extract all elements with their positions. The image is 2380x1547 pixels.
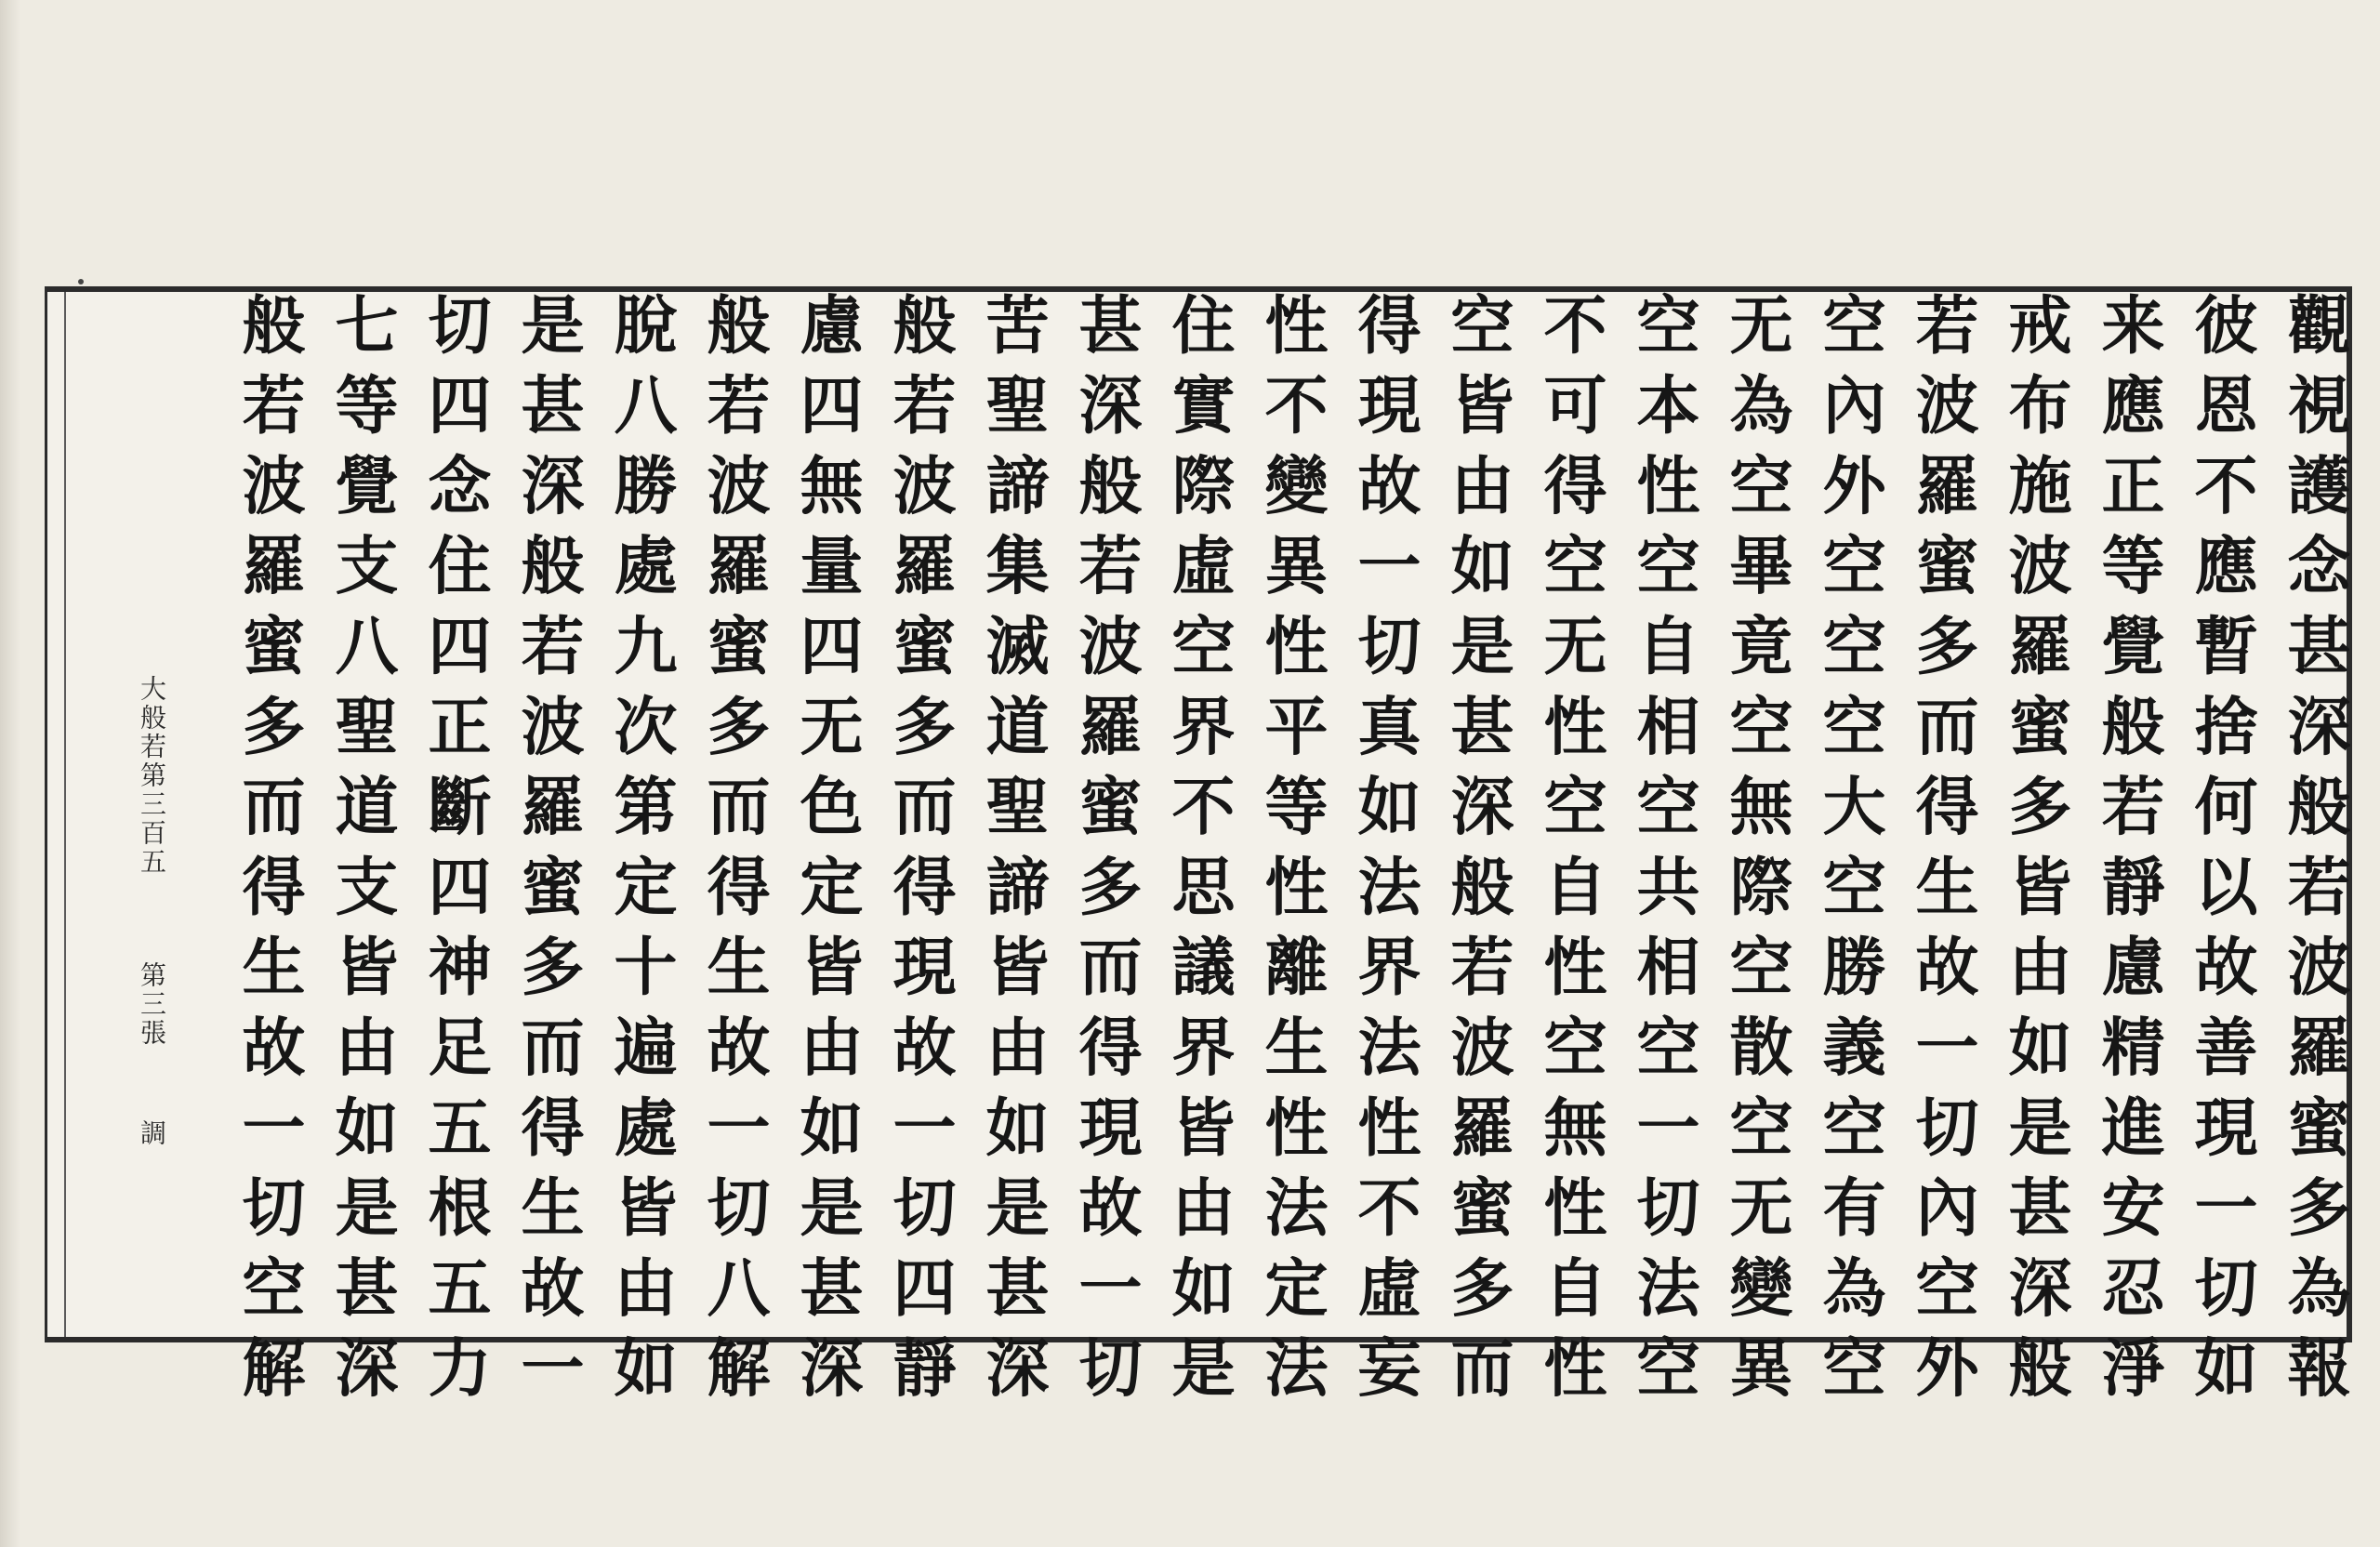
text-column: 性不變異性平等性離生性法定法 <box>1254 292 1329 1416</box>
margin-craftsman-mark: 調 <box>137 1119 167 1148</box>
text-column: 甚深般若波羅蜜多而得現故一切 <box>1068 292 1143 1416</box>
ink-dot <box>78 279 84 284</box>
text-column: 苦聖諦集滅道聖諦皆由如是甚深 <box>975 292 1050 1416</box>
page-fold-shadow <box>0 0 20 1547</box>
margin-title-note: 大般若第三百五 <box>137 675 167 877</box>
text-column: 若波羅蜜多而得生故一切內空外 <box>1905 292 1979 1416</box>
text-column: 得現故一切真如法界法性不虛妄 <box>1347 292 1421 1416</box>
text-column: 无為空畢竟空無際空散空无變異 <box>1719 292 1793 1416</box>
text-column: 切四念住四正斷四神足五根五力 <box>417 292 492 1416</box>
text-column: 住實際虛空界不思議界皆由如是 <box>1161 292 1236 1416</box>
text-column: 空本性空自相空共相空一切法空 <box>1626 292 1700 1416</box>
text-column: 戒布施波羅蜜多皆由如是甚深般 <box>1998 292 2072 1416</box>
text-column: 空皆由如是甚深般若波羅蜜多而 <box>1440 292 1514 1416</box>
text-column: 觀視護念甚深般若波羅蜜多為報 <box>2277 292 2351 1416</box>
text-column: 是甚深般若波羅蜜多而得生故一 <box>510 292 585 1416</box>
text-column: 慮四無量四无色定皆由如是甚深 <box>789 292 864 1416</box>
text-column: 彼恩不應暫捨何以故善現一切如 <box>2184 292 2258 1416</box>
text-column: 般若波羅蜜多而得生故一切八解 <box>696 292 771 1416</box>
woodblock-text-frame <box>45 286 2352 1416</box>
text-column: 七等覺支八聖道支皆由如是甚深 <box>324 292 399 1416</box>
text-column: 不可得空无性空自性空無性自性 <box>1533 292 1607 1416</box>
text-column: 空內外空空空大空勝義空有為空 <box>1812 292 1886 1416</box>
text-column: 来應正等覺般若靜慮精進安忍淨 <box>2091 292 2165 1416</box>
text-column: 般若波羅蜜多而得現故一切四靜 <box>882 292 957 1416</box>
frame-inner-rule <box>64 292 66 1337</box>
margin-sheet-number: 第三張 <box>137 961 167 1048</box>
text-column: 般若波羅蜜多而得生故一切空解 <box>231 292 306 1416</box>
text-column: 脫八勝處九次第定十遍處皆由如 <box>603 292 678 1416</box>
